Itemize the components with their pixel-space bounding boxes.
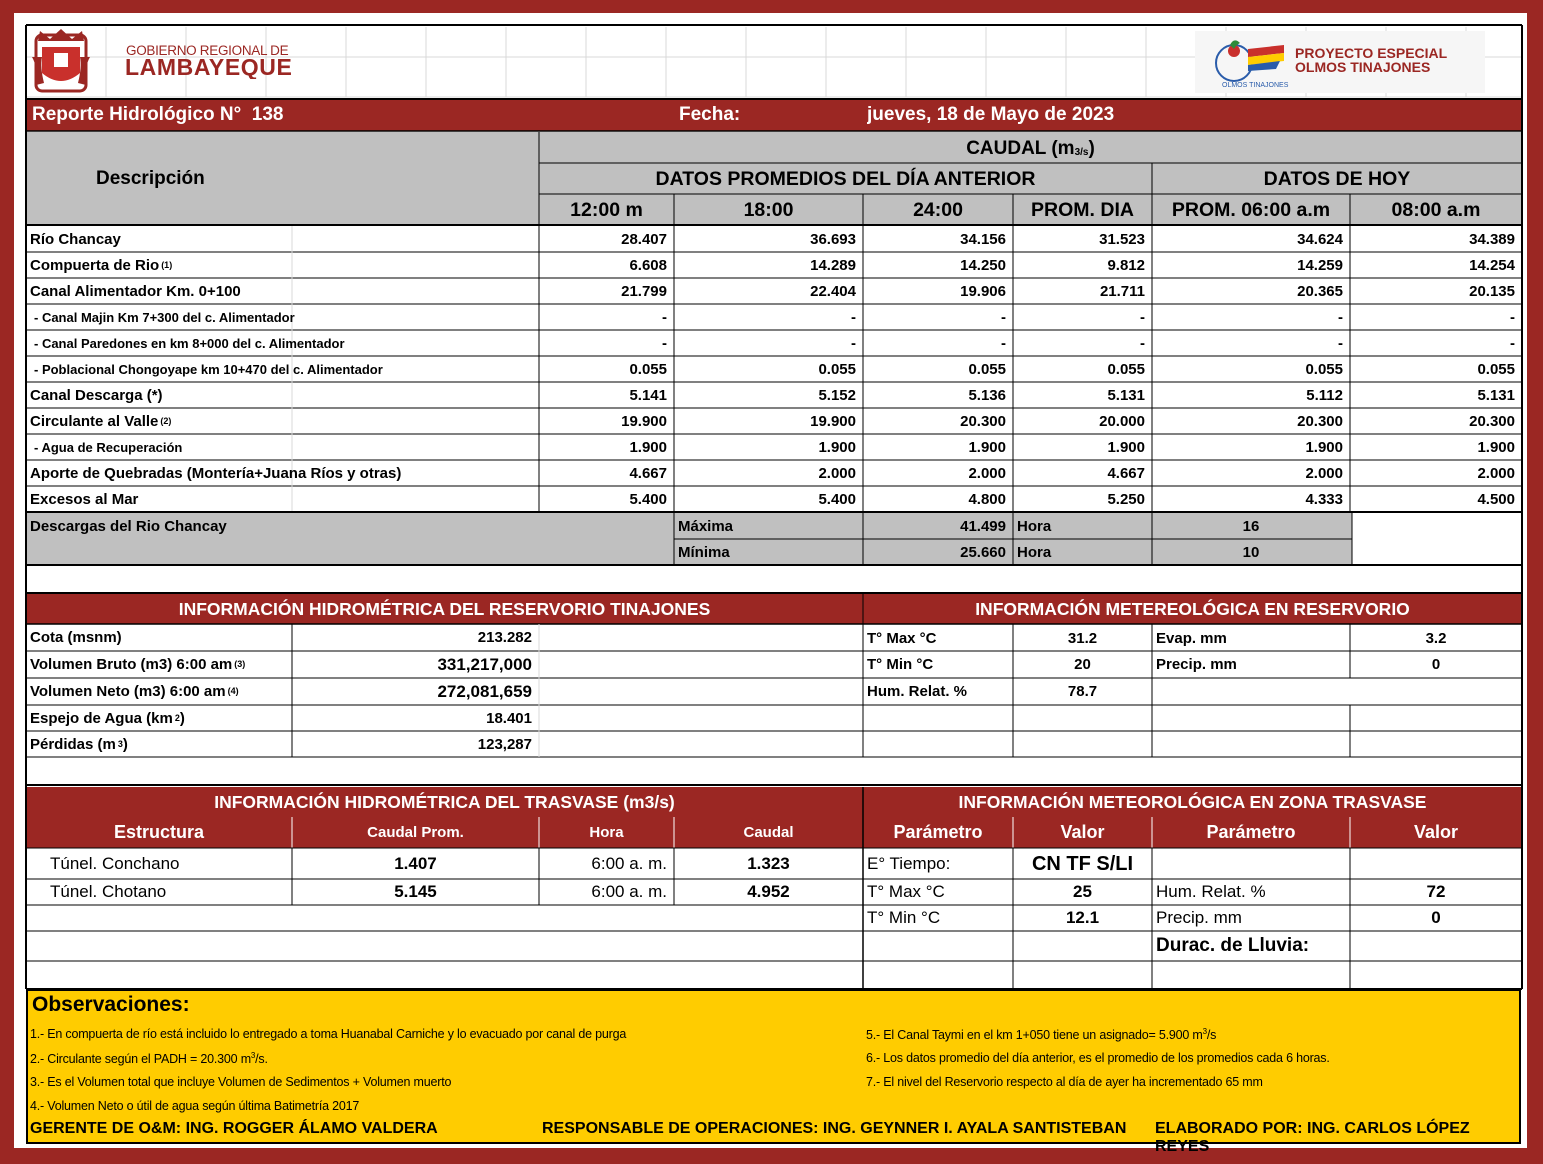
descripcion-header: Descripción — [96, 168, 205, 189]
reservorio-row-label: Cota (msnm) — [30, 629, 122, 646]
caudal-value: 20.300 — [1469, 412, 1515, 430]
obs-7: 7.- El nivel del Reservorio respecto al día de ayer ha incrementado 65 mm — [866, 1075, 1263, 1089]
obs-6: 6.- Los datos promedio del día anterior, es el promedio de los promedios cada 6 horas. — [866, 1051, 1330, 1065]
caudal-value: 1.900 — [629, 438, 667, 456]
caudal-value: 31.523 — [1099, 230, 1145, 248]
caudal-value: 0.055 — [968, 360, 1006, 378]
caudal-value: - — [1140, 308, 1145, 326]
caudal-row-label: - Canal Paredones en km 8+000 del c. Alimentador — [34, 335, 345, 351]
descargas-min-label: Mínima — [678, 543, 730, 561]
reservorio-row-label: Volumen Neto (m3) 6:00 am (4) — [30, 683, 239, 700]
caudal-value: 2.000 — [968, 464, 1006, 482]
caudal-value: 34.389 — [1469, 230, 1515, 248]
res-evap-label: Evap. mm — [1156, 629, 1227, 647]
signature-gerente: GERENTE DE O&M: ING. ROGGER ÁLAMO VALDERA — [30, 1120, 438, 1137]
reservorio-row-value: 213.282 — [477, 629, 532, 646]
caudal-value: 1.900 — [818, 438, 856, 456]
caudal-value: - — [662, 308, 667, 326]
caudal-row-label: Canal Descarga (*) — [30, 386, 163, 404]
res-evap-value: 3.2 — [1425, 629, 1447, 647]
report-number: 138 — [251, 104, 284, 125]
caudal-value: 14.259 — [1297, 256, 1343, 274]
mt-hum-value: 72 — [1426, 882, 1446, 901]
trasvase-hora: 6:00 a. m. — [591, 882, 667, 901]
mt-header-valor-2: Valor — [1413, 821, 1459, 842]
tras-header-estructura: Estructura — [113, 821, 205, 842]
gobierno-text-line2: LAMBAYEQUE — [125, 55, 293, 79]
caudal-row-label: - Agua de Recuperación — [34, 439, 183, 455]
trasvase-caudal-prom: 1.407 — [394, 854, 437, 873]
obs-5: 5.- El Canal Taymi en el km 1+050 tiene un asignado= 5.900 $m^3/s$ — [866, 1027, 1217, 1043]
descargas-max-value: 41.499 — [960, 517, 1006, 535]
caudal-value: 4.500 — [1477, 490, 1515, 508]
res-precip-label: Precip. mm — [1156, 656, 1237, 673]
caudal-row-label: - Poblacional Chongoyape km 10+470 del c. Alimentador — [34, 361, 383, 377]
caudal-value: - — [662, 334, 667, 352]
trasvase-estructura: Túnel. Conchano — [50, 854, 180, 873]
reservorio-row-label: Pérdidas (m 3 ) — [30, 735, 128, 753]
col-header-1: 18:00 — [743, 198, 794, 221]
caudal-row-label: Circulante al Valle (2) — [30, 412, 172, 430]
caudal-value: - — [1510, 334, 1515, 352]
caudal-row-label: Canal Alimentador Km. 0+100 — [30, 282, 241, 300]
caudal-value: 5.131 — [1477, 386, 1515, 404]
caudal-row-label: Compuerta de Rio (1) — [30, 256, 173, 274]
signature-responsable: RESPONSABLE DE OPERACIONES: ING. GEYNNER I. AYALA SANTISTEBAN — [542, 1120, 1127, 1137]
mt-tmin-label: T° Min °C — [867, 908, 941, 927]
caudal-value: 5.250 — [1107, 490, 1145, 508]
caudal-value: 5.152 — [818, 386, 856, 404]
reservorio-row-label: Volumen Bruto (m3) 6:00 am (3) — [30, 656, 246, 673]
reservorio-title: INFORMACIÓN HIDROMÉTRICA DEL RESERVORIO TINAJONES — [178, 598, 711, 619]
descargas-min-value: 25.660 — [960, 543, 1006, 561]
meteo-trasvase-title: INFORMACIÓN METEOROLÓGICA EN ZONA TRASVASE — [958, 791, 1427, 812]
caudal-value: 4.800 — [968, 490, 1006, 508]
meteo-reservorio-title: INFORMACIÓN METEREOLÓGICA EN RESERVORIO — [975, 598, 1410, 619]
caudal-value: 20.365 — [1297, 282, 1343, 300]
trasvase-caudal-prom: 5.145 — [394, 882, 437, 901]
mt-precip-label: Precip. mm — [1156, 908, 1242, 927]
caudal-value: 5.400 — [818, 490, 856, 508]
caudal-value: 22.404 — [810, 282, 856, 300]
mt-tmin-value: 12.1 — [1065, 908, 1100, 927]
col-header-2: 24:00 — [913, 198, 963, 221]
obs-3: 3.- Es el Volumen total que incluye Volumen de Sedimentos + Volumen muerto — [30, 1075, 452, 1089]
tras-header-hora: Hora — [589, 823, 624, 841]
descargas-min-hora: 10 — [1242, 543, 1260, 561]
mt-header-parametro-1: Parámetro — [893, 821, 983, 842]
caudal-value: - — [851, 308, 856, 326]
fecha-value: jueves, 18 de Mayo de 2023 — [867, 104, 1115, 125]
caudal-value: 4.667 — [1107, 464, 1145, 482]
report-title-label: Reporte Hidrológico N° — [32, 104, 242, 125]
gobierno-logo — [30, 27, 92, 97]
col-header-0: 12:00 m — [570, 198, 643, 221]
caudal-value: 4.333 — [1305, 490, 1343, 508]
caudal-value: 34.624 — [1297, 230, 1343, 248]
caudal-value: 5.131 — [1107, 386, 1145, 404]
caudal-value: 19.900 — [810, 412, 856, 430]
caudal-unit: 3/s — [1074, 147, 1089, 158]
caudal-value: - — [1510, 308, 1515, 326]
caudal-value: 0.055 — [1305, 360, 1343, 378]
caudal-value: 5.136 — [968, 386, 1006, 404]
tras-header-caudal: Caudal — [743, 823, 794, 841]
mt-tiempo-value: CN TF S/LI — [1031, 852, 1134, 875]
res-tmin-value: 20 — [1074, 656, 1091, 673]
mt-tmax-value: 25 — [1073, 882, 1092, 901]
gobierno-shield-icon — [30, 27, 92, 97]
reservorio-row-label: Espejo de Agua (km 2 ) — [30, 709, 185, 727]
caudal-value: 21.711 — [1099, 282, 1145, 300]
mt-tmax-label: T° Max °C — [867, 882, 945, 901]
mt-lluvia-label: Durac. de Lluvia: — [1156, 935, 1310, 956]
caudal-value: 20.000 — [1099, 412, 1145, 430]
tras-header-caudal-prom: Caudal Prom. — [367, 823, 464, 841]
signature-elaborado: ELABORADO POR: ING. CARLOS LÓPEZ REYES — [1155, 1120, 1470, 1155]
col-header-5: 08:00 a.m — [1391, 198, 1481, 221]
caudal-row-label: - Canal Majin Km 7+300 del c. Alimentador — [34, 309, 295, 325]
observaciones-title: Observaciones: — [32, 993, 190, 1016]
descargas-min-hora-label: Hora — [1017, 543, 1052, 561]
reservorio-row-value: 18.401 — [486, 709, 532, 727]
trasvase-caudal: 4.952 — [747, 882, 790, 901]
proyecto-text-line2: OLMOS TINAJONES — [1295, 59, 1431, 75]
caudal-value: 6.608 — [629, 256, 667, 274]
caudal-value: 14.289 — [810, 256, 856, 274]
caudal-value: 19.906 — [960, 282, 1006, 300]
caudal-value: 20.135 — [1469, 282, 1515, 300]
caudal-row-label: Excesos al Mar — [30, 490, 139, 508]
caudal-value: 21.799 — [621, 282, 667, 300]
trasvase-caudal: 1.323 — [747, 854, 790, 873]
mt-header-parametro-2: Parámetro — [1206, 821, 1296, 842]
caudal-value: 20.300 — [1297, 412, 1343, 430]
proyecto-text-line1: PROYECTO ESPECIAL — [1295, 45, 1448, 61]
fecha-label: Fecha: — [679, 104, 741, 125]
report-sheet — [14, 13, 1527, 1155]
group-today-header: DATOS DE HOY — [1263, 168, 1411, 190]
caudal-value: 34.156 — [960, 230, 1006, 248]
caudal-value: 14.250 — [960, 256, 1006, 274]
caudal-value: 2.000 — [818, 464, 856, 482]
olmos-tinajones-emblem-icon — [1204, 35, 1290, 91]
caudal-value: 1.900 — [968, 438, 1006, 456]
caudal-value: 5.141 — [629, 386, 667, 404]
reservorio-row-value: 123,287 — [477, 735, 532, 753]
reservorio-row-value: 331,217,000 — [437, 654, 532, 674]
caudal-value: 1.900 — [1477, 438, 1515, 456]
res-tmin-label: T° Min °C — [867, 656, 934, 673]
caudal-row-label: Aporte de Quebradas (Montería+Juana Ríos y otras) — [30, 464, 402, 482]
res-precip-value: 0 — [1431, 656, 1441, 673]
descargas-max-label: Máxima — [678, 517, 734, 535]
caudal-value: - — [1001, 308, 1006, 326]
caudal-value: 2.000 — [1477, 464, 1515, 482]
res-hum-label: Hum. Relat. % — [867, 683, 968, 700]
obs-4: 4.- Volumen Neto o útil de agua según última Batimetría 2017 — [30, 1099, 360, 1113]
caudal-value: - — [1338, 308, 1343, 326]
trasvase-estructura: Túnel. Chotano — [50, 882, 167, 901]
gobierno-text-line1: GOBIERNO REGIONAL DE — [126, 43, 289, 57]
obs-1: 1.- En compuerta de río está incluido lo entregado a toma Huanabal Carniche y lo evacuado por canal de purga — [30, 1027, 627, 1041]
caudal-value: 0.055 — [629, 360, 667, 378]
caudal-value: 1.900 — [1107, 438, 1145, 456]
trasvase-title: INFORMACIÓN HIDROMÉTRICA DEL TRASVASE (m3/s) — [214, 791, 675, 812]
reservorio-row-value: 272,081,659 — [437, 681, 532, 701]
caudal-value: 5.112 — [1306, 386, 1343, 404]
caudal-row-label: Río Chancay — [30, 230, 121, 248]
descargas-max-hora-label: Hora — [1017, 517, 1052, 535]
caudal-value: 2.000 — [1305, 464, 1343, 482]
mt-header-valor-1: Valor — [1060, 821, 1105, 842]
group-prev-header: DATOS PROMEDIOS DEL DÍA ANTERIOR — [655, 168, 1036, 190]
report-title — [32, 100, 372, 130]
caudal-value: 0.055 — [1477, 360, 1515, 378]
descargas-label: Descargas del Rio Chancay — [30, 517, 227, 535]
caudal-value: 4.667 — [629, 464, 667, 482]
caudal-value: 36.693 — [810, 230, 856, 248]
caudal-value: 9.812 — [1107, 256, 1145, 274]
caudal-value: 0.055 — [1107, 360, 1145, 378]
mt-hum-label: Hum. Relat. % — [1156, 882, 1266, 901]
res-hum-value: 78.7 — [1067, 683, 1098, 700]
caudal-value: - — [851, 334, 856, 352]
caudal-value: 14.254 — [1469, 256, 1515, 274]
trasvase-hora: 6:00 a. m. — [591, 854, 667, 873]
caudal-value: 28.407 — [621, 230, 667, 248]
caudal-value: - — [1338, 334, 1343, 352]
caudal-value: 1.900 — [1305, 438, 1343, 456]
res-tmax-label: T° Max °C — [867, 629, 937, 647]
col-header-3: PROM. DIA — [1031, 198, 1134, 221]
caudal-value: 19.900 — [621, 412, 667, 430]
caudal-value: - — [1001, 334, 1006, 352]
caudal-value: - — [1140, 334, 1145, 352]
mt-precip-value: 0 — [1431, 908, 1441, 927]
caudal-value: 5.400 — [629, 490, 667, 508]
caudal-title: CAUDAL (m 3/s ) — [966, 137, 1095, 159]
caudal-value: 0.055 — [818, 360, 856, 378]
col-header-4: PROM. 06:00 a.m — [1171, 198, 1331, 221]
mt-tiempo-label: E° Tiempo: — [867, 854, 951, 873]
svg-text:OLMOS TINAJONES: OLMOS TINAJONES — [1222, 82, 1289, 89]
caudal-value: 20.300 — [960, 412, 1006, 430]
obs-2: 2.- Circulante según el PADH = 20.300 $m^3/s$. — [30, 1051, 268, 1067]
descargas-max-hora: 16 — [1242, 517, 1260, 535]
res-tmax-value: 31.2 — [1067, 629, 1098, 647]
olmos-emblem — [1204, 35, 1290, 91]
